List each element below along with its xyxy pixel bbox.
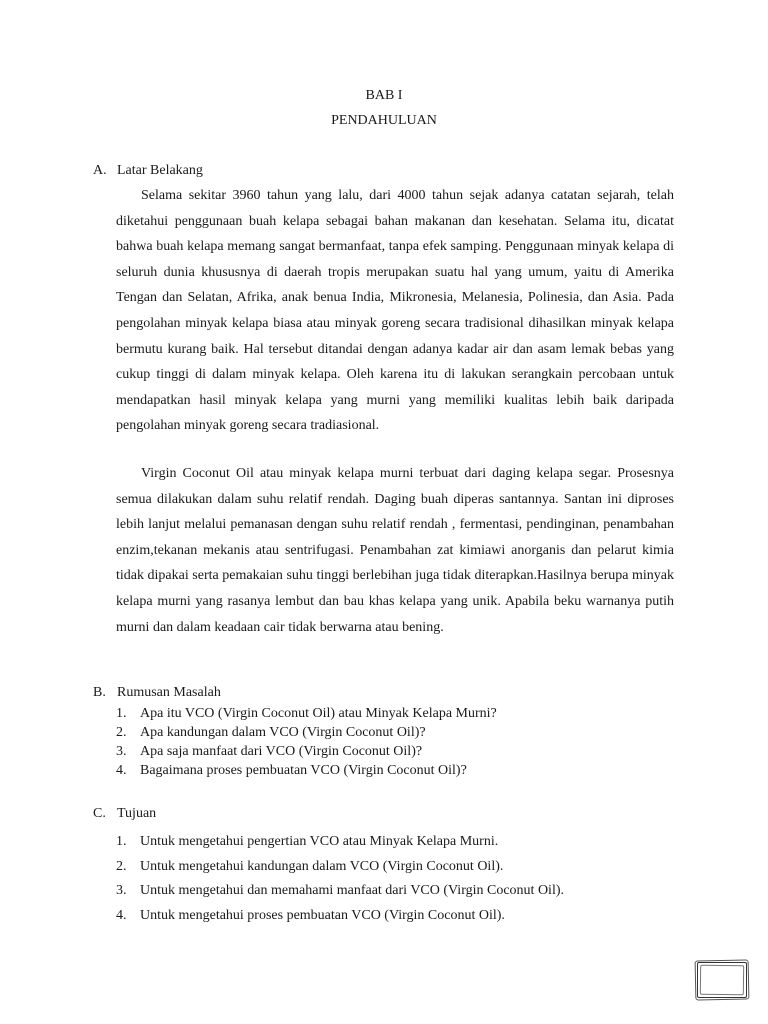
list-item	[116, 704, 676, 723]
chapter-number: BAB I	[365, 88, 403, 103]
list-item	[116, 832, 676, 857]
section-a-heading	[93, 163, 203, 179]
list-item	[116, 761, 676, 780]
list-number: 2.	[116, 725, 127, 740]
list-text: Untuk mengetahui dan memahami manfaat dari VCO (Virgin Coconut Oil).	[140, 883, 564, 899]
list-text: Untuk mengetahui pengertian VCO atau Minyak Kelapa Murni.	[140, 834, 499, 849]
objective-list	[116, 832, 676, 931]
list-number: 3.	[116, 883, 127, 899]
list-text: Untuk mengetahui kandungan dalam VCO (Virgin Coconut Oil).	[140, 858, 504, 874]
list-number: 4.	[116, 908, 127, 924]
list-item	[116, 881, 676, 906]
list-text: Bagaimana proses pembuatan VCO (Virgin Coconut Oil)?	[140, 763, 467, 778]
list-number: 1.	[116, 834, 127, 849]
background-paragraph-2: Virgin Coconut Oil atau minyak kelapa murni terbuat dari daging kelapa segar. Prosesnya semua dilakukan dalam suhu relatif rendah. Daging buah diperas santannya. Santan ini diproses lebih lanjut melalui pemanasan dengan suhu relatif rendah , fermentasi, pendinginan, penambahan enzim,tekanan mekanis atau sentrifugasi. Penambahan zat kimiawi anorganis dan pelarut kimia tidak dipakai serta pemakaian suhu tinggi berlebihan juga tidak diterapkan.Hasilnya berupa minyak kelapa murni yang rasanya lembut dan bau khas kelapa yang unik. Apabila beku warnanya putih murni dan dalam keadaan cair tidak berwarna atau bening.	[116, 466, 674, 635]
section-c-letter: C.	[93, 806, 106, 821]
list-item	[116, 723, 676, 742]
list-item	[116, 742, 676, 761]
list-item	[116, 906, 676, 931]
section-b-title: Rumusan Masalah	[117, 685, 221, 700]
list-number: 4.	[116, 763, 127, 778]
section-b-letter: B.	[93, 685, 106, 700]
section-a-title: Latar Belakang	[117, 163, 203, 178]
list-text: Untuk mengetahui proses pembuatan VCO (Virgin Coconut Oil).	[140, 908, 505, 924]
section-b-heading	[93, 685, 221, 701]
section-a-letter: A.	[93, 163, 107, 178]
chapter-title: PENDAHULUAN	[331, 113, 437, 128]
list-text: Apa kandungan dalam VCO (Virgin Coconut Oil)?	[140, 725, 426, 740]
list-number: 3.	[116, 744, 127, 759]
list-item	[116, 857, 676, 882]
list-number: 1.	[116, 706, 127, 721]
list-text: Apa saja manfaat dari VCO (Virgin Coconut Oil)?	[140, 744, 423, 759]
background-paragraph-1: Selama sekitar 3960 tahun yang lalu, dari 4000 tahun sejak adanya catatan sejarah, telah diketahui penggunaan buah kelapa sebagai bahan makanan dan kesehatan. Selama itu, dicatat bahwa buah kelapa memang sangat bermanfaat, tanpa efek samping. Penggunaan minyak kelapa di seluruh dunia khususnya di daerah tropis merupakan suatu hal yang umum, yaitu di Amerika Tengan dan Selatan, Afrika, anak benua India, Mikronesia, Melanesia, Polinesia, dan Asia. Pada pengolahan minyak kelapa biasa atau minyak goreng secara tradisional dihasilkan minyak kelapa bermutu kurang baik. Hal tersebut ditandai dengan adanya kadar air dan asam lemak bebas yang cukup tinggi di dalam minyak kelapa. Oleh karena itu di lakukan serangkain percobaan untuk mendapatkan hasil minyak kelapa yang murni yang memiliki kualitas lebih baik daripada pengolahan minyak goreng secara tradiasional.	[116, 188, 674, 434]
section-c-title: Tujuan	[117, 806, 157, 821]
section-c-heading	[93, 806, 156, 822]
problem-list	[116, 704, 676, 780]
list-number: 2.	[116, 858, 127, 874]
page-number-frame	[697, 962, 747, 998]
list-text: Apa itu VCO (Virgin Coconut Oil) atau Minyak Kelapa Murni?	[140, 706, 497, 721]
